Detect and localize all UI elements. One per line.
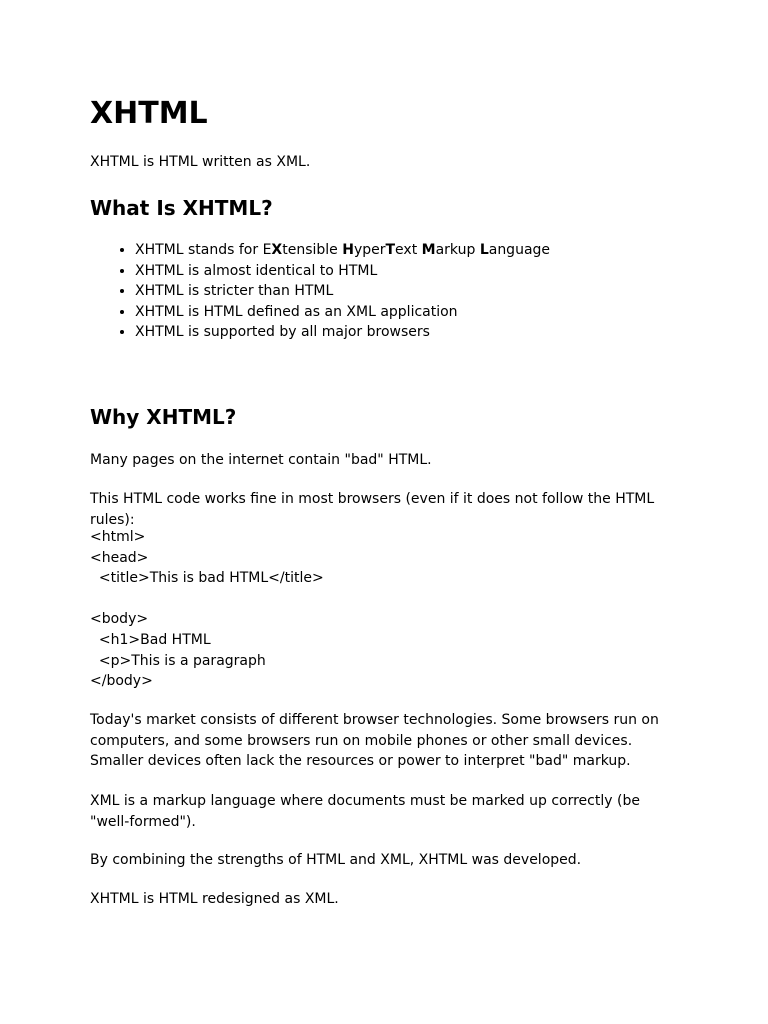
bold-letter: H (342, 242, 354, 258)
xhtml-facts-list (90, 240, 550, 343)
bullet-text: yper (353, 242, 386, 258)
list-item: • XHTML is stricter than HTML (135, 281, 550, 302)
bold-letter: M (421, 242, 436, 258)
bullet-text: arkup (435, 242, 480, 258)
paragraph-xml: XML is a markup language where documents must be marked up correctly (be "well-formed"). (90, 793, 640, 830)
code-line: </body> (90, 673, 153, 690)
code-line: <html> (90, 529, 146, 545)
bold-letter: T (385, 242, 396, 258)
code-line: <title>This is bad HTML</title> (90, 570, 324, 587)
bold-letter: L (479, 242, 489, 258)
bullet-text: ext (395, 242, 422, 258)
intro-paragraph: XHTML is HTML written as XML. (90, 154, 311, 170)
bullet-text: XHTML stands for E (135, 242, 272, 258)
code-line: <h1>Bad HTML (90, 631, 211, 648)
list-item: • XHTML is HTML defined as an XML application (135, 302, 550, 323)
list-item (135, 240, 550, 261)
code-line: <p>This is a paragraph (90, 652, 266, 669)
bullet-text: anguage (488, 242, 551, 258)
paragraph-bad-html: Many pages on the internet contain "bad" HTML. (90, 452, 432, 468)
paragraph-combining: By combining the strengths of HTML and XML, XHTML was developed. (90, 852, 582, 868)
code-line (90, 589, 324, 610)
bullet-text: tensible (282, 242, 343, 258)
code-example (90, 527, 324, 692)
page-title: XHTML (90, 96, 208, 131)
list-item: • XHTML is supported by all major browsers (135, 322, 550, 343)
paragraph-code-intro: This HTML code works fine in most browsers (even if it does not follow the HTML rules): (90, 491, 655, 528)
section-heading-what-is-xhtml: What Is XHTML? (90, 196, 273, 220)
bold-letter: X (271, 242, 283, 258)
paragraph-market: Today's market consists of different browser technologies. Some browsers run on computers, and some browsers run on mobile phones or other small devices. Smaller devices often lack the resources or power to interpret "bad" markup. (90, 712, 659, 769)
code-line: <body> (90, 611, 149, 628)
paragraph-redesigned: XHTML is HTML redesigned as XML. (90, 891, 339, 907)
section-heading-why-xhtml: Why XHTML? (90, 405, 237, 429)
list-item: • XHTML is almost identical to HTML (135, 261, 550, 282)
code-line: <head> (90, 549, 149, 566)
